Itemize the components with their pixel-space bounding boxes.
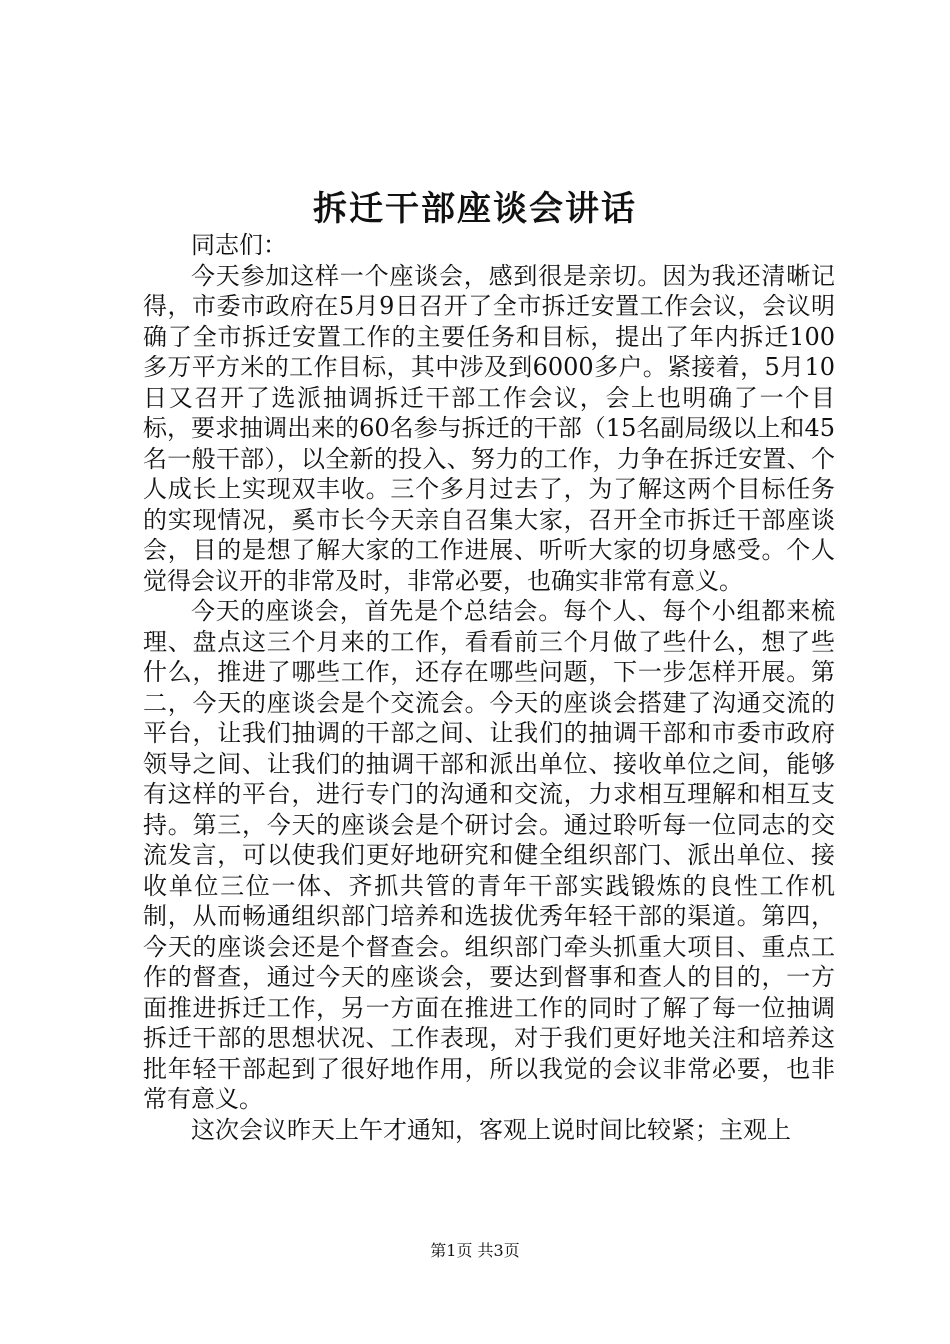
body-paragraph-3: 这次会议昨天上午才通知，客观上说时间比较紧；主观上 xyxy=(191,1115,791,1144)
body-paragraph-1: 今天参加这样一个座谈会，感到很是亲切。因为我还清晰记得，市委市政府在5月9日召开了全市拆迁安置工作会议，会议明确了全市拆迁安置工作的主要任务和目标，提出了年内拆迁100多万平方米的工作目标，其中涉及到6000多户。紧接着，5月10日又召开了选派抽调拆迁干部工作会议，会上也明确了一个目标，要求抽调出来的60名参与拆迁的干部（15名副局级以上和45名一般干部），以全新的投入、努力的工作，力争在拆迁安置、个人成长上实现双丰收。三个多月过去了，为了解这两个目标任务的实现情况，奚市长今天亲自召集大家，召开全市拆迁干部座谈会，目的是想了解大家的工作进展、听听大家的切身感受。个人觉得会议开的非常及时，非常必要，也确实非常有意义。 xyxy=(143,261,835,595)
document-body xyxy=(143,230,835,1145)
body-paragraph-2: 今天的座谈会，首先是个总结会。每个人、每个小组都来梳理、盘点这三个月来的工作，看看前三个月做了些什么，想了些什么，推进了哪些工作，还存在哪些问题，下一步怎样开展。第二，今天的座谈会是个交流会。今天的座谈会搭建了沟通交流的平台，让我们抽调的干部之间、让我们的抽调干部和市委市政府领导之间、让我们的抽调干部和派出单位、接收单位之间，能够有这样的平台，进行专门的沟通和交流，力求相互理解和相互支持。第三，今天的座谈会是个研讨会。通过聆听每一位同志的交流发言，可以使我们更好地研究和健全组织部门、派出单位、接收单位三位一体、齐抓共管的青年干部实践锻炼的良性工作机制，从而畅通组织部门培养和选拔优秀年轻干部的渠道。第四，今天的座谈会还是个督查会。组织部门牵头抓重大项目、重点工作的督查，通过今天的座谈会，要达到督事和查人的目的，一方面推进拆迁工作，另一方面在推进工作的同时了解了每一位抽调拆迁干部的思想状况、工作表现，对于我们更好地关注和培养这批年轻干部起到了很好地作用，所以我觉的会议非常必要，也非常有意义。 xyxy=(143,597,835,1113)
page-number-footer: 第1页 共3页 xyxy=(430,1241,520,1260)
salutation-paragraph: 同志们： xyxy=(191,231,287,259)
document-title: 拆迁干部座谈会讲话 xyxy=(313,189,637,229)
